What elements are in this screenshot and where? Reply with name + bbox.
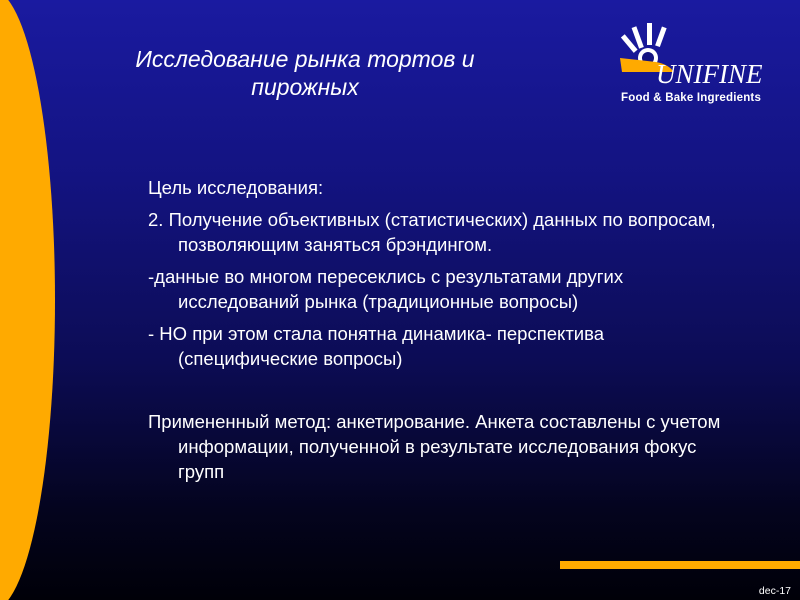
footer-date: dec-17 (758, 585, 791, 597)
slide-content (148, 175, 738, 491)
content-paragraph: - НО при этом стала понятна динамика- перспектива (специфические вопросы) (148, 323, 605, 369)
decorative-arc (0, 0, 55, 600)
content-paragraph: -данные во многом пересеклись с результатами других исследований рынка (традиционные вопросы) (148, 266, 624, 312)
footer-bar (560, 561, 800, 569)
logo-tagline: Food & Bake Ingredients (621, 92, 762, 104)
logo-brand: UNIFINE (656, 59, 763, 89)
content-paragraph: Цель исследования: (148, 177, 324, 198)
content-paragraph: 2. Получение объективных (статистических) данных по вопросам, позволяющим заняться брэндингом. (148, 209, 716, 255)
slide-title: Исследование рынка тортов и пирожных (135, 46, 475, 100)
content-paragraph: Примененный метод: анкетирование. Анкета составлены с учетом информации, полученной в результате исследования фокус групп (148, 411, 721, 482)
